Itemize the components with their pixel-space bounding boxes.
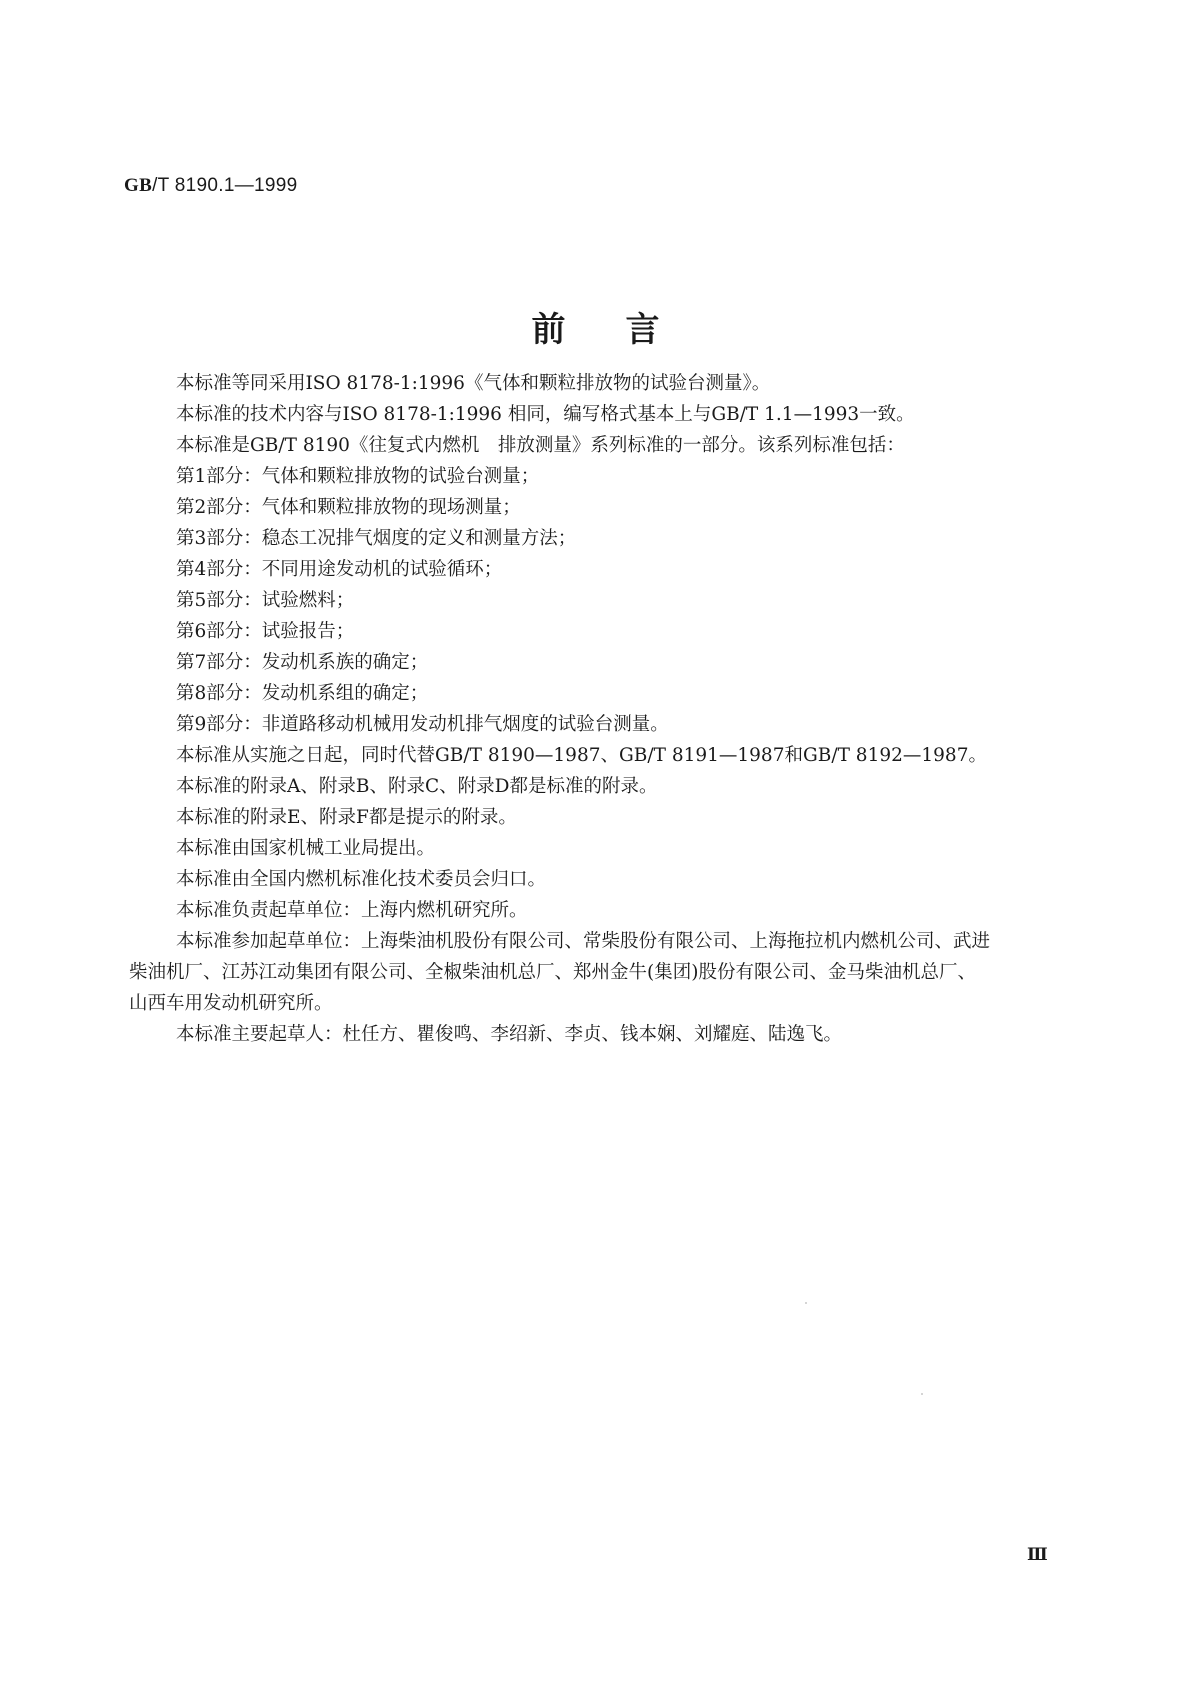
drafting-units-line-2: 柴油机厂、江苏江动集团有限公司、全椒柴油机总厂、郑州金牛(集团)股份有限公司、金马柴油机总厂、	[129, 962, 976, 983]
page-number: Ⅲ	[1027, 1545, 1048, 1565]
foreword-body	[129, 368, 1064, 1050]
paragraph-series: 本标准是GB/T 8190《往复式内燃机 排放测量》系列标准的一部分。该系列标准包括：	[176, 435, 905, 456]
paragraph-drafters: 本标准主要起草人：杜任方、瞿俊鸣、李绍新、李贞、钱本娴、刘耀庭、陆逸飞。	[176, 1024, 843, 1045]
standard-code-prefix: GB	[124, 175, 153, 196]
standard-code	[124, 175, 297, 197]
list-item-part-1: 第1部分：气体和颗粒排放物的试验台测量；	[176, 466, 540, 487]
standard-code-rest: /T 8190.1—1999	[152, 175, 298, 196]
list-item-part-9: 第9部分：非道路移动机械用发动机排气烟度的试验台测量。	[176, 714, 669, 735]
paragraph-replaces: 本标准从实施之日起，同时代替GB/T 8190—1987、GB/T 8191—1987和GB/T 8192—1987。	[176, 745, 987, 766]
paragraph-technical-content: 本标准的技术内容与ISO 8178-1:1996 相同，编写格式基本上与GB/T 1.1—1993一致。	[176, 404, 915, 425]
paragraph-drafting-units	[129, 926, 1064, 1019]
list-item-part-5: 第5部分：试验燃料；	[176, 590, 355, 611]
paragraph-committee: 本标准由全国内燃机标准化技术委员会归口。	[176, 869, 547, 890]
list-item-part-6: 第6部分：试验报告；	[176, 621, 355, 642]
list-item-part-4: 第4部分：不同用途发动机的试验循环；	[176, 559, 503, 580]
drafting-units-line-3: 山西车用发动机研究所。	[129, 993, 333, 1014]
paragraph-proposer: 本标准由国家机械工业局提出。	[176, 838, 436, 859]
paragraph-normative-annexes: 本标准的附录A、附录B、附录C、附录D都是标准的附录。	[176, 776, 658, 797]
drafting-units-line-1: 本标准参加起草单位：上海柴油机股份有限公司、常柴股份有限公司、上海拖拉机内燃机公司、武进	[176, 931, 991, 952]
list-item-part-3: 第3部分：稳态工况排气烟度的定义和测量方法；	[176, 528, 577, 549]
page-title: 前言	[531, 310, 720, 350]
paragraph-responsible-unit: 本标准负责起草单位：上海内燃机研究所。	[176, 900, 528, 921]
scan-speck	[805, 1302, 807, 1304]
list-item-part-8: 第8部分：发动机系组的确定；	[176, 683, 429, 704]
scan-speck	[921, 1393, 923, 1395]
list-item-part-7: 第7部分：发动机系族的确定；	[176, 652, 429, 673]
paragraph-adoption: 本标准等同采用ISO 8178-1:1996《气体和颗粒排放物的试验台测量》。	[176, 373, 771, 394]
paragraph-informative-annexes: 本标准的附录E、附录F都是提示的附录。	[176, 807, 517, 828]
list-item-part-2: 第2部分：气体和颗粒排放物的现场测量；	[176, 497, 521, 518]
